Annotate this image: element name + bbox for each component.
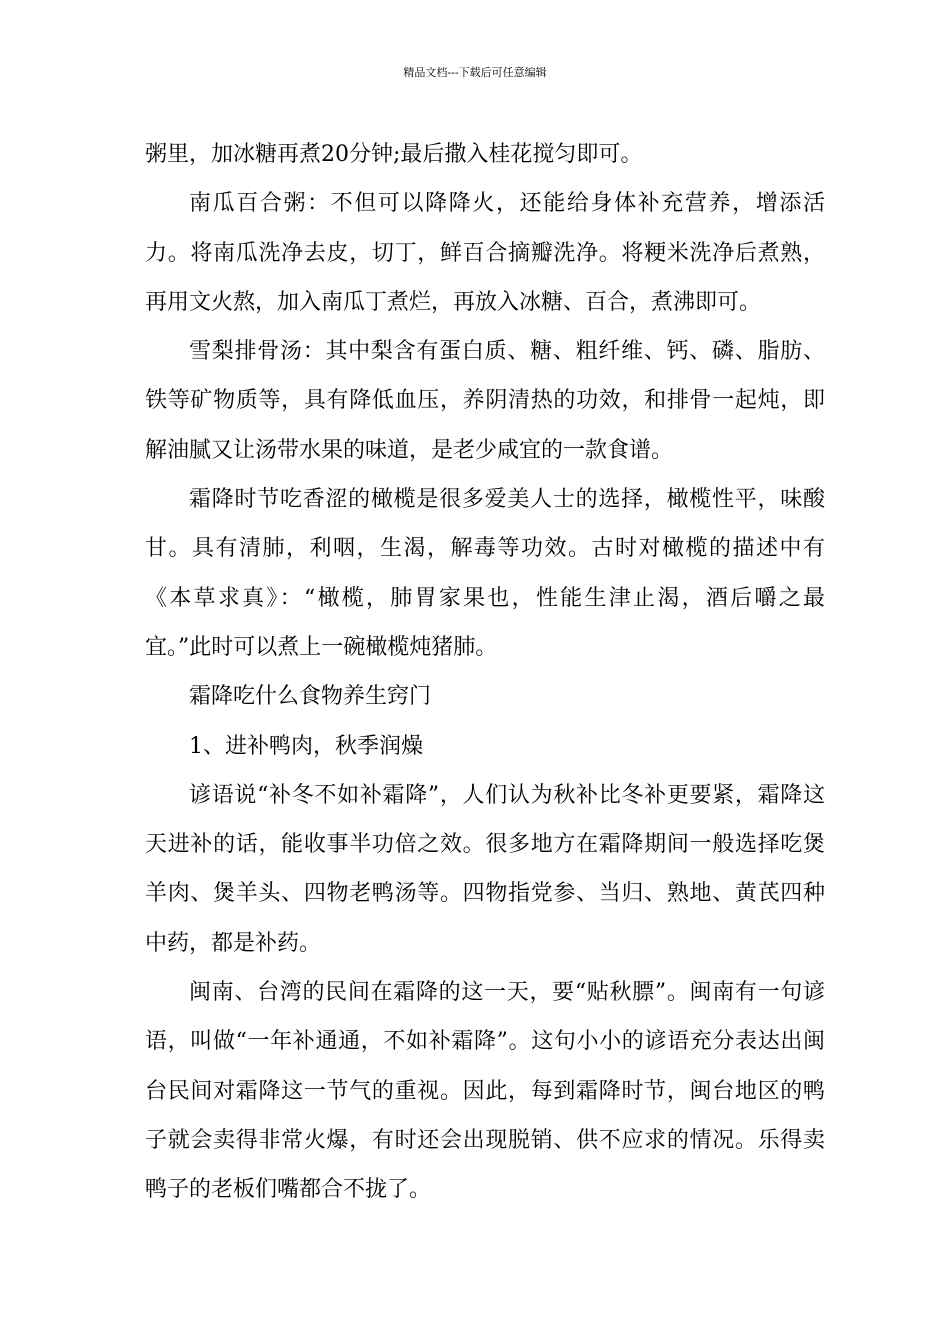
subsection-heading: 1、进补鸭肉，秋季润燥 — [189, 733, 423, 759]
paragraph-olive: 霜降时节吃香涩的橄榄是很多爱美人士的选择，橄榄性平，味酸甘。具有清肺，利咽，生渴，解毒等功效。古时对橄榄的描述中有《本草求真》：“橄榄，肺胃家果也，性能生津止渴，酒后嚼之最宜。”此时可以煮上一碗橄榄炖猪肺。 — [145, 487, 825, 660]
section-heading: 霜降吃什么食物养生窍门 — [189, 684, 432, 710]
document-body — [145, 130, 825, 1215]
paragraph-pear-rib-soup: 雪梨排骨汤：其中梨含有蛋白质、糖、粗纤维、钙、磷、脂肪、铁等矿物质等，具有降低血压，养阴清热的功效，和排骨一起炖，即解油腻又让汤带水果的味道，是老少咸宜的一款食谱。 — [145, 339, 825, 463]
paragraph-pumpkin-lily-porridge: 南瓜百合粥：不但可以降降火，还能给身体补充营养，增添活力。将南瓜洗净去皮，切丁，鲜百合摘瓣洗净。将粳米洗净后煮熟，再用文火熬，加入南瓜丁煮烂，再放入冰糖、百合，煮沸即可。 — [145, 191, 825, 315]
paragraph-proverb: 谚语说“补冬不如补霜降”，人们认为秋补比冬补更要紧，霜降这天进补的话，能收事半功倍之效。很多地方在霜降期间一般选择吃煲羊肉、煲羊头、四物老鸭汤等。四物指党参、当归、熟地、黄芪四种中药，都是补药。 — [145, 782, 825, 956]
paragraph-minnan-taiwan: 闽南、台湾的民间在霜降的这一天，要“贴秋膘”。闽南有一句谚语，叫做“一年补通通，不如补霜降”。这句小小的谚语充分表达出闽台民间对霜降这一节气的重视。因此，每到霜降时节，闽台地区的鸭子就会卖得非常火爆，有时还会出现脱销、供不应求的情况。乐得卖鸭子的老板们嘴都合不拢了。 — [145, 980, 825, 1203]
paragraph-continuation: 粥里，加冰糖再煮20分钟;最后撒入桂花搅匀即可。 — [145, 142, 643, 167]
page-header: 精品文档---下载后可任意编辑 — [403, 66, 547, 79]
